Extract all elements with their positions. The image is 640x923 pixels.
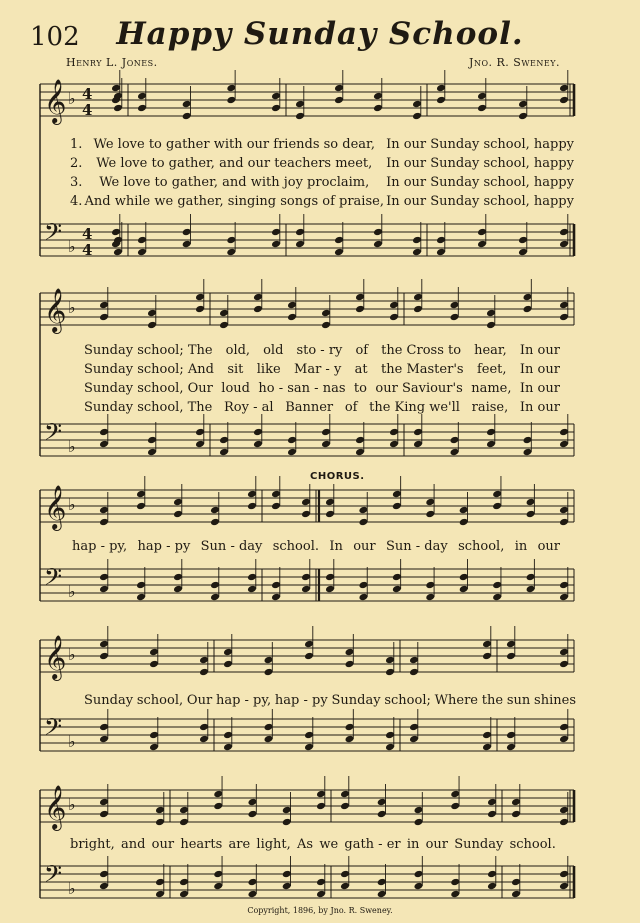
lyric-word: And while we gather, singing songs of praise, [84,194,384,209]
lyric-word: our Saviour's [375,381,463,396]
bass-clef: 𝄢 [44,218,63,251]
lyric-word: of [355,343,369,358]
lyric-word: the Master's [381,362,464,377]
lyric-word: sun [506,693,531,708]
lyric-word: In our Sunday school, happy [386,194,574,209]
lyric-word: school, [136,693,184,708]
lyric-word: in [514,539,528,554]
lyric-word: the Cross to [381,343,462,358]
lyric-word: Sunday [84,693,134,708]
lyric-word: hearts [180,837,223,852]
lyric-word: loud [221,381,250,396]
lyric-word: 4. [70,194,83,209]
lyric-word: In our [519,400,560,415]
lyric-word: shines [534,693,576,708]
lyric-word: We love to gather with our friends so dear, [93,137,375,152]
treble-clef: 𝄞 [44,288,67,332]
lyric-word: Sunday [331,693,381,708]
page-number: 102 [30,22,80,52]
key-flat: ♭ [68,795,76,814]
lyric-word: Roy - al [224,400,274,415]
lyric-word: Banner [285,400,334,415]
lyric-word: and [120,837,146,852]
lyric-word: at [354,362,368,377]
lyric-word: Our [186,693,213,708]
lyric-word: to [353,381,367,396]
lyric-word: Sunday school, Our [84,381,213,396]
lyric-word: feet, [476,362,507,377]
chorus-label: CHORUS. [310,471,365,482]
lyric-word: old [263,343,284,358]
lyric-word: our [353,539,376,554]
lyric-word: hear, [474,343,507,358]
lyric-line [0,837,640,852]
lyric-word: sit [227,362,244,377]
lyric-word: In [329,539,343,554]
lyric-word: in [406,837,420,852]
lyric-word: school. [509,837,556,852]
lyric-word: ho - san - nas [258,381,346,396]
bass-clef: 𝄢 [44,860,63,893]
bass-clef: 𝄢 [44,713,63,746]
lyric-word: the [481,693,504,708]
lyric-word: 1. [70,137,83,152]
lyric-word: In our Sunday school, happy [386,137,574,152]
lyric-word: our [151,837,175,852]
lyric-word: Sunday school, The [84,400,213,415]
lyric-word: 2. [70,156,83,171]
key-flat: ♭ [68,879,76,898]
composer-credit: Jno. R. Sweney. [469,56,560,69]
lyric-word: In our [519,343,560,358]
lyric-word: like [256,362,281,377]
time-signature-top: 4 [82,225,93,243]
lyric-word: We love to gather, and our teachers meet, [96,156,373,171]
lyric-word: raise, [471,400,509,415]
lyric-word: school; [384,693,431,708]
lyric-word: our [425,837,449,852]
key-flat: ♭ [68,732,76,751]
lyric-word: hap - py, [215,693,272,708]
lyric-word: name, [471,381,512,396]
lyric-word: In our Sunday school, happy [386,156,574,171]
key-flat: ♭ [68,495,76,514]
lyric-word: Sunday school; The [84,343,213,358]
lyric-word: gath - er [344,837,401,852]
copyright-notice: Copyright, 1896, by Jno. R. Sweney. [247,906,393,915]
bass-clef: 𝄢 [44,563,63,596]
lyric-word: hap - py [274,693,328,708]
lyric-word: old, [225,343,251,358]
lyric-word: Sun - day [385,539,448,554]
treble-clef: 𝄞 [44,635,67,679]
lyricist-credit: Henry L. Jones. [66,56,158,69]
bass-clef: 𝄢 [44,418,63,451]
lyric-word: light, [256,837,291,852]
lyric-word: As [297,837,314,852]
lyric-word: In our [519,362,560,377]
lyric-word: the King we'll [369,400,460,415]
key-flat: ♭ [68,298,76,317]
treble-clef: 𝄞 [44,79,67,123]
time-signature-bottom: 4 [82,241,93,259]
lyric-word: hap - py [137,539,191,554]
lyric-word: bright, [70,837,115,852]
lyric-word: In our [519,381,560,396]
key-flat: ♭ [68,645,76,664]
lyric-word: Sunday school; And [84,362,214,377]
lyric-word: 3. [70,175,83,190]
lyric-word: Sun - day [200,539,263,554]
lyric-word: sto - ry [296,343,343,358]
treble-clef: 𝄞 [44,485,67,529]
lyric-word: In our Sunday school, happy [386,175,574,190]
key-flat: ♭ [68,237,76,256]
lyric-word: school. [272,539,320,554]
lyric-word: Where [434,693,478,708]
treble-clef: 𝄞 [44,785,67,829]
key-flat: ♭ [68,89,76,108]
hymn-title: Happy Sunday School. [116,16,524,52]
time-signature-top: 4 [82,85,93,103]
lyric-word: are [228,837,251,852]
lyric-word: our [537,539,560,554]
key-flat: ♭ [68,437,76,456]
lyric-word: We love to gather, and with joy proclaim, [99,175,370,190]
key-flat: ♭ [68,582,76,601]
lyric-word: hap - py, [72,539,128,554]
time-signature-bottom: 4 [82,101,93,119]
lyric-word: Sunday [454,837,504,852]
lyric-word: we [319,837,339,852]
lyric-word: of [344,400,358,415]
lyric-word: school, [458,539,505,554]
lyric-word: Mar - y [294,362,342,377]
